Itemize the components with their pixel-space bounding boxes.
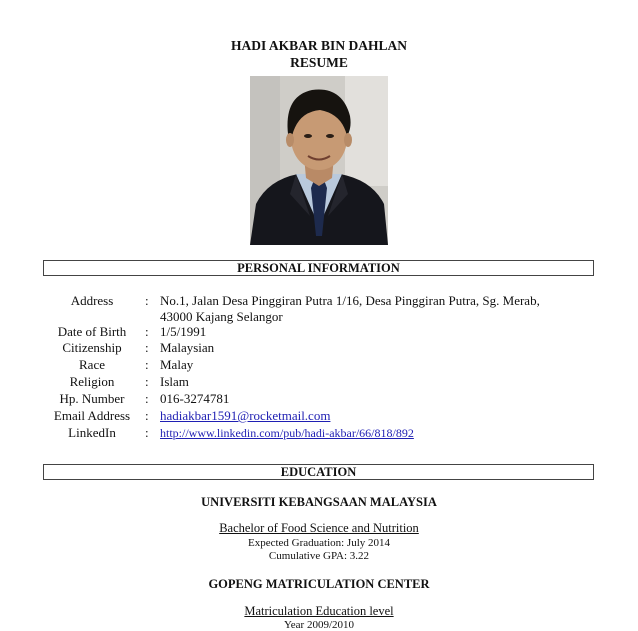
- candidate-name: HADI AKBAR BIN DAHLAN: [231, 38, 407, 53]
- info-colon: :: [145, 324, 149, 339]
- info-label: Date of Birth: [57, 324, 127, 339]
- info-colon: :: [145, 374, 149, 389]
- personal-information-heading: PERSONAL INFORMATION: [43, 260, 594, 276]
- info-value: 016-3274781: [160, 391, 230, 406]
- address-line-2: 43000 Kajang Selangor: [160, 309, 283, 324]
- linkedin-link[interactable]: http://www.linkedin.com/pub/hadi-akbar/66/818/892: [160, 426, 414, 440]
- education-detail: Year 2009/2010: [283, 619, 355, 631]
- education-degree: Bachelor of Food Science and Nutrition: [219, 521, 419, 535]
- info-colon: :: [145, 408, 149, 423]
- address-line-1: No.1, Jalan Desa Pinggiran Putra 1/16, Desa Pinggiran Putra, Sg. Merab,: [160, 293, 540, 308]
- info-label: Religion: [69, 374, 115, 389]
- info-colon: :: [145, 293, 149, 308]
- info-label: Hp. Number: [59, 391, 125, 406]
- info-value: [160, 408, 580, 424]
- profile-photo: [250, 76, 388, 245]
- info-value: 1/5/1991: [160, 324, 207, 339]
- info-value: Malaysian: [160, 340, 215, 355]
- portrait-illustration: [250, 76, 388, 245]
- info-colon: :: [145, 340, 149, 355]
- info-value: [160, 425, 580, 441]
- info-label: Email Address: [53, 408, 131, 423]
- info-label: Citizenship: [62, 340, 122, 355]
- education-school: GOPENG MATRICULATION CENTER: [208, 577, 430, 591]
- info-label: Race: [79, 357, 105, 372]
- education-degree: Matriculation Education level: [244, 604, 394, 618]
- education-detail: Cumulative GPA: 3.22: [268, 550, 370, 562]
- info-value: [160, 293, 580, 325]
- document-title: RESUME: [290, 55, 348, 70]
- info-colon: :: [145, 391, 149, 406]
- info-label: LinkedIn: [68, 425, 116, 440]
- email-link[interactable]: hadiakbar1591@rocketmail.com: [160, 408, 331, 423]
- info-value: Islam: [160, 374, 189, 389]
- info-label: Address: [70, 293, 114, 308]
- info-colon: :: [145, 425, 149, 440]
- education-heading: EDUCATION: [43, 464, 594, 480]
- info-colon: :: [145, 357, 149, 372]
- education-school: UNIVERSITI KEBANGSAAN MALAYSIA: [201, 495, 437, 509]
- info-value: Malay: [160, 357, 194, 372]
- education-detail: Expected Graduation: July 2014: [247, 537, 391, 549]
